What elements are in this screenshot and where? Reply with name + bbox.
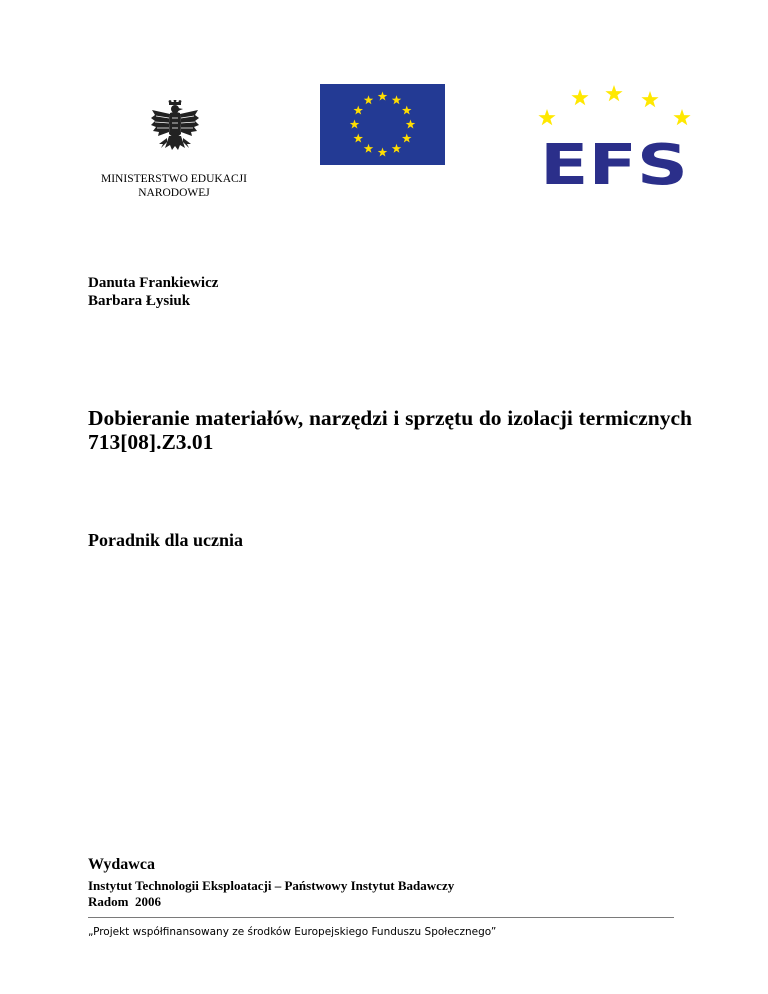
ministry-line-2: NARODOWEJ — [138, 187, 210, 199]
footer-divider — [88, 917, 674, 918]
document-subtitle: Poradnik dla ucznia — [88, 530, 244, 550]
polish-eagle-emblem-icon — [150, 100, 200, 162]
author-2: Barbara Łysiuk — [88, 293, 191, 309]
publisher-label: Wydawca — [88, 856, 155, 873]
efs-logo-icon — [534, 84, 694, 190]
svg-text:EFS: EFS — [540, 133, 688, 190]
publisher-place-year: Radom 2006 — [88, 894, 161, 909]
ministry-name — [88, 172, 260, 200]
publisher-institute: Instytut Technologii Eksploatacji – Państwowy Instytut Badawczy — [88, 878, 455, 893]
authors — [88, 274, 218, 310]
author-1: Danuta Frankiewicz — [88, 275, 219, 291]
ministry-line-1: MINISTERSTWO EDUKACJI — [101, 173, 247, 185]
publisher-details — [88, 878, 454, 910]
funding-footnote: „Projekt współfinansowany ze środków Europejskiego Funduszu Społecznego” — [88, 926, 497, 938]
document-title: Dobieranie materiałów, narzędzi i sprzętu do izolacji termicznych 713[08].Z3.01 — [88, 406, 692, 454]
eu-flag-icon — [320, 84, 445, 165]
